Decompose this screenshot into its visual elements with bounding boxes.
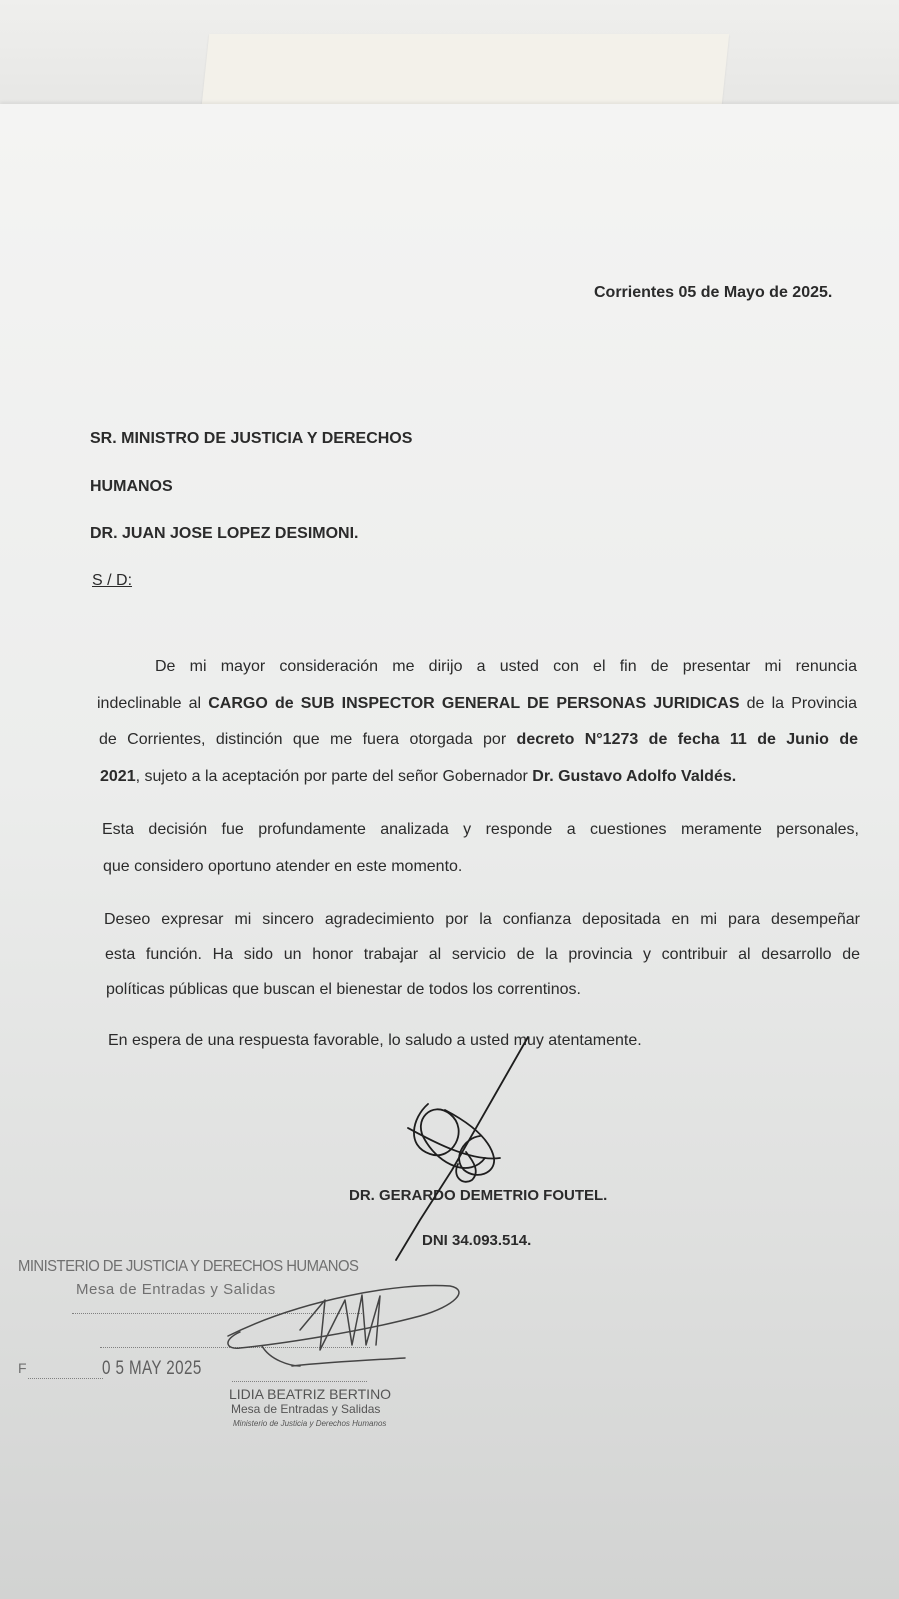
stamp-clerk-name: LIDIA BEATRIZ BERTINO: [229, 1386, 392, 1402]
stamp-clerk-ministry: Ministerio de Justicia y Derechos Humanos: [233, 1419, 387, 1428]
stamp-date-prefix: F: [18, 1360, 27, 1376]
stamp-received-date: 0 5 MAY 2025: [102, 1358, 202, 1379]
signer-name: DR. GERARDO DEMETRIO FOUTEL.: [349, 1187, 608, 1204]
paragraph-1-line-1: De mi mayor consideración me dirijo a usted con el fin de presentar mi renuncia: [155, 658, 857, 675]
paragraph-3-line-2: esta función. Ha sido un honor trabajar al servicio de la provincia y contribuir al desarrollo de: [105, 946, 860, 963]
paragraph-1-line-2: indeclinable al CARGO de SUB INSPECTOR GENERAL DE PERSONAS JURIDICAS de la Provincia: [97, 695, 858, 712]
paragraph-3-line-1: Deseo expresar mi sincero agradecimiento por la confianza depositada en mi para desempeñar: [104, 911, 860, 928]
stamp-clerk-office: Mesa de Entradas y Salidas: [231, 1402, 381, 1416]
recipient-line-3: DR. JUAN JOSE LOPEZ DESIMONI.: [90, 525, 359, 542]
paragraph-2-line-1: Esta decisión fue profundamente analizada y responde a cuestiones meramente personales,: [102, 821, 859, 838]
closing-line: En espera de una respuesta favorable, lo saludo a usted muy atentamente.: [108, 1032, 642, 1049]
recipient-salutation: S / D:: [92, 572, 133, 589]
paragraph-3-line-3: políticas públicas que buscan el bienestar de todos los correntinos.: [106, 981, 581, 998]
stamp-ministry: MINISTERIO DE JUSTICIA Y DERECHOS HUMANOS: [18, 1258, 359, 1275]
signer-dni: DNI 34.093.514.: [422, 1232, 532, 1249]
paragraph-1-line-3: de Corrientes, distinción que me fuera otorgada por decreto N°1273 de fecha 11 de Junio de: [99, 731, 858, 748]
paragraph-2-line-2: que considero oportuno atender en este momento.: [103, 858, 463, 875]
paragraph-1-line-4: 2021, sujeto a la aceptación por parte del señor Gobernador Dr. Gustavo Adolfo Valdés.: [100, 768, 737, 785]
recipient-line-1: SR. MINISTRO DE JUSTICIA Y DERECHOS: [90, 430, 413, 447]
recipient-line-2: HUMANOS: [90, 478, 173, 495]
stamp-office: Mesa de Entradas y Salidas: [76, 1281, 276, 1298]
signer-signature: [396, 1037, 528, 1260]
letter-date: Corrientes 05 de Mayo de 2025.: [594, 284, 833, 301]
clerk-signature: [228, 1285, 459, 1366]
